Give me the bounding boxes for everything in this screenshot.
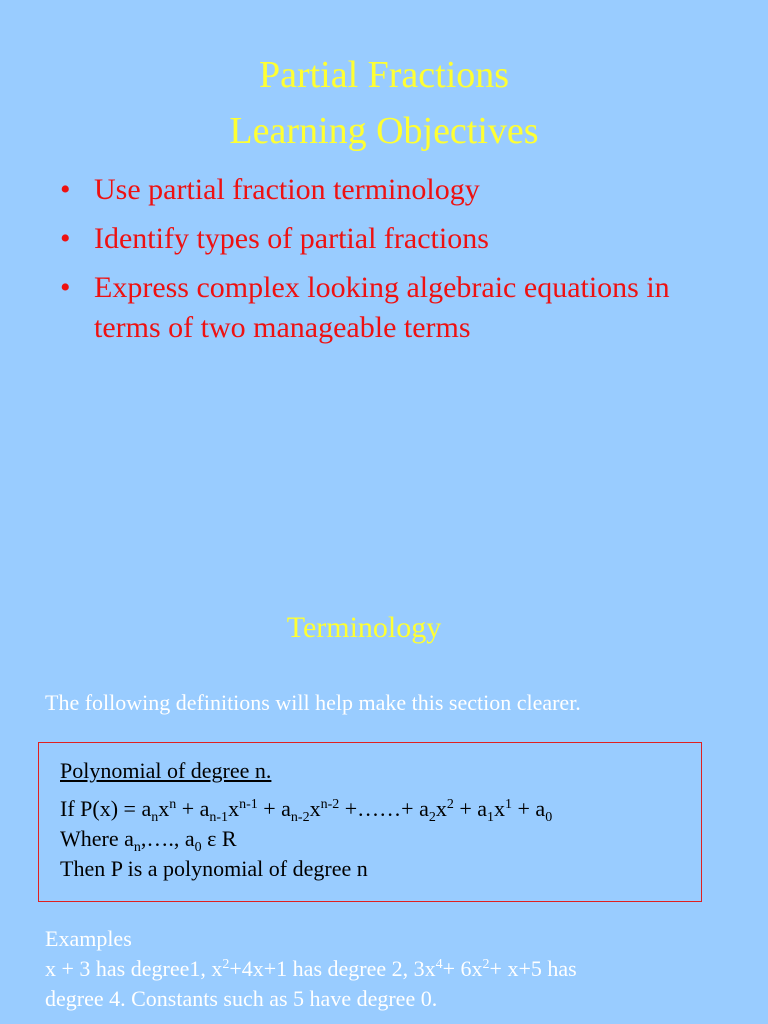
superscript: n-2: [320, 797, 340, 812]
text-segment: + a: [257, 796, 291, 821]
superscript: n: [169, 797, 177, 812]
superscript: 1: [505, 797, 513, 812]
examples-line-2: degree 4. Constants such as 5 have degree 0.: [45, 986, 438, 1011]
slide-title-line2: Learning Objectives: [229, 110, 539, 152]
text-segment: ,…., a: [140, 826, 195, 851]
subscript: n: [133, 840, 141, 855]
text-segment: x: [494, 796, 506, 821]
examples-line-1: [45, 954, 745, 984]
coefficient-domain: [60, 825, 237, 853]
subscript: 2: [428, 810, 436, 825]
definition-title: Polynomial of degree n.: [60, 758, 272, 783]
objective-item: [60, 268, 740, 348]
objective-item: [60, 219, 740, 259]
bullet-icon: •: [60, 173, 71, 206]
superscript: 2: [446, 797, 454, 812]
objectives-list: [60, 170, 740, 357]
superscript: 2: [222, 957, 230, 972]
subscript: n-1: [209, 810, 229, 825]
definition-box: [38, 742, 702, 902]
subscript: n-2: [290, 810, 310, 825]
text-segment: + a: [453, 796, 488, 821]
objective-text: Identify types of partial fractions: [94, 222, 489, 255]
terminology-intro: The following definitions will help make this section clearer.: [45, 690, 581, 715]
superscript: 4: [435, 957, 443, 972]
subscript: 0: [545, 810, 553, 825]
terminology-heading: Terminology: [286, 611, 442, 644]
text-segment: + a: [512, 796, 546, 821]
subscript: 0: [194, 840, 202, 855]
text-segment: Where a: [60, 826, 134, 851]
text-segment: + x+5 has: [489, 956, 577, 981]
slide-title-line1: Partial Fractions: [258, 54, 510, 96]
text-segment: + a: [176, 796, 210, 821]
text-segment: ε R: [201, 826, 237, 851]
objective-text: Express complex looking algebraic equations in terms of two manageable terms: [94, 271, 670, 344]
text-segment: +4x+1 has degree 2, 3x: [229, 956, 436, 981]
subscript: n: [151, 810, 159, 825]
text-segment: x + 3 has degree1, x: [45, 956, 223, 981]
examples-heading: Examples: [45, 926, 132, 951]
examples-block: [45, 924, 745, 1014]
objective-text: Use partial fraction terminology: [94, 173, 480, 206]
definition-conclusion: Then P is a polynomial of degree n: [60, 856, 368, 881]
text-segment: x: [158, 796, 170, 821]
text-segment: If P(x) = a: [60, 796, 152, 821]
text-segment: x: [228, 796, 240, 821]
text-segment: x: [309, 796, 321, 821]
superscript: 2: [482, 957, 490, 972]
polynomial-formula: [60, 795, 552, 823]
subscript: 1: [487, 810, 495, 825]
text-segment: +……+ a: [339, 796, 429, 821]
bullet-icon: •: [60, 222, 71, 255]
bullet-icon: •: [60, 271, 71, 304]
text-segment: + 6x: [442, 956, 483, 981]
objective-item: [60, 170, 740, 210]
superscript: n-1: [239, 797, 258, 812]
text-segment: x: [435, 796, 447, 821]
